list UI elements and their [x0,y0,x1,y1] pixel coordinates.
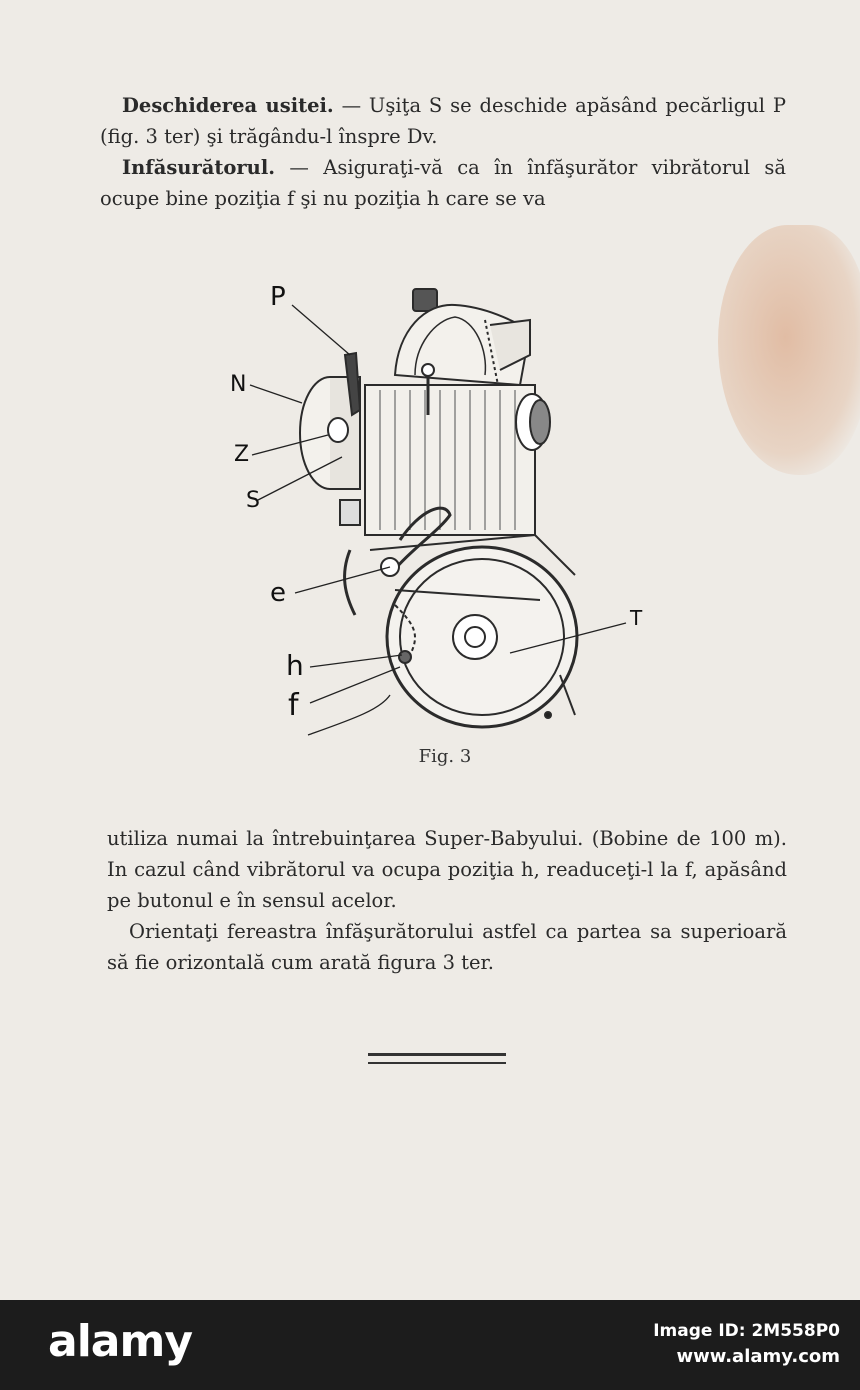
projector-mechanism-illustration [230,275,670,750]
paragraph-continuation: utiliza numai la întrebuinţarea Super-Babyului. (Bobine de 100 m). In cazul când vibrătorul va ocupa poziţia h, readuceţi-l la f, apăsând pe butonul e în sensul acelor. [107,827,787,912]
paragraph-body: — Uşiţa S se deschide apăsând pecărligul P (fig. 3 ter) şi trăgându-l înspre Dv. [100,94,787,148]
label-Z: Z [234,442,250,467]
divider-rule [368,1062,506,1064]
label-e: e [270,578,286,608]
image-info [653,1318,840,1370]
label-T: T [630,606,643,630]
stain-mark [718,225,860,475]
bottom-text-block [107,823,787,978]
paragraph-body: — Asiguraţi-vă ca în înfăşurător vibrătorul să ocupe bine poziţia f şi nu poziţia h care se va [100,156,786,210]
label-N: N [230,372,247,397]
paragraph-winder [100,152,786,214]
image-code: Image ID: 2M558P0 [653,1321,840,1341]
divider-rule [368,1053,506,1056]
figure-caption: Fig. 3 [418,746,472,767]
label-h: h [286,649,304,682]
label-P: P [270,282,286,312]
top-text-block [100,90,786,214]
label-S: S [246,488,260,513]
run-in-heading: Deschiderea usitei. [122,94,334,117]
label-f: f [288,688,299,723]
run-in-heading: Infăsurătorul. [122,156,276,179]
brand-logo: alamy [48,1316,192,1367]
site-url: www.alamy.com [676,1346,840,1367]
paragraph-window-orientation: Orientaţi fereastra înfăşurătorului astfel ca partea sa superioară să fie orizontală cum arată figura 3 ter. [107,920,787,974]
paragraph-door-opening [100,90,786,152]
